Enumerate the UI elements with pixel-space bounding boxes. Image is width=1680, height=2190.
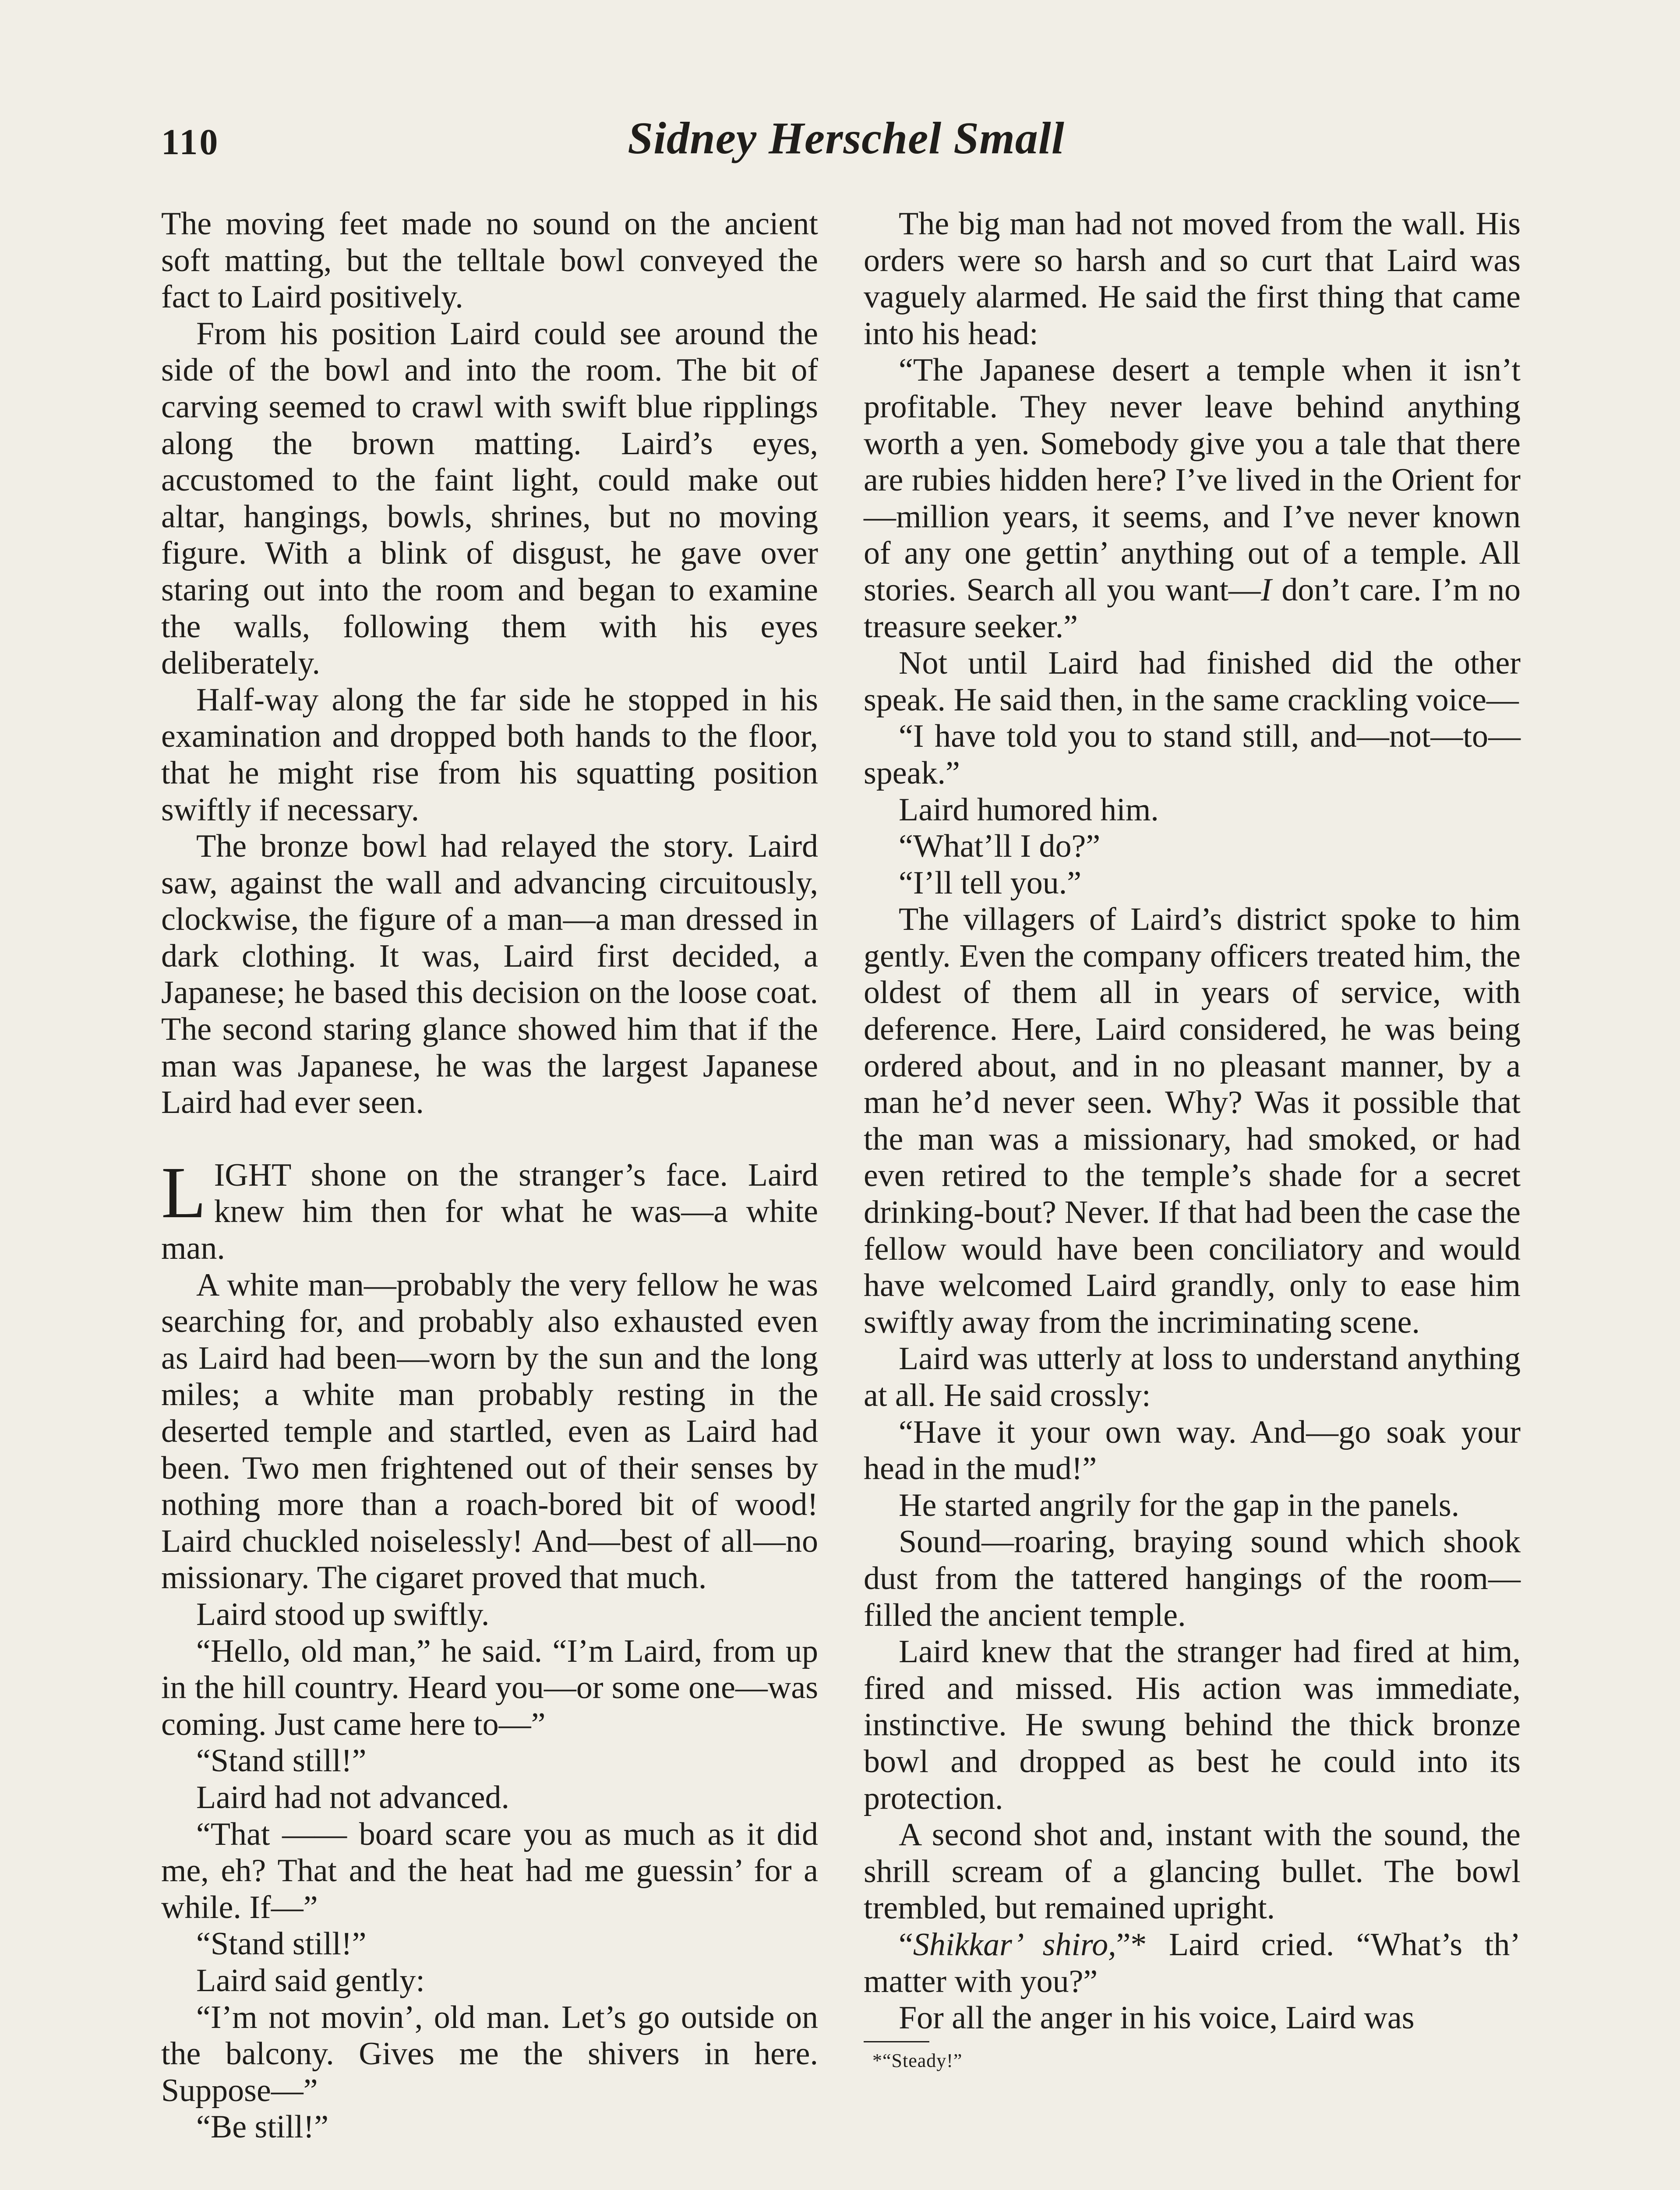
right-column: [864, 206, 1521, 2072]
footnote: *“Steady!”: [872, 2049, 963, 2071]
paragraph: The bronze bowl had relayed the story. Laird saw, against the wall and advancing circuitously, clockwise, the figure of a man—a man dressed in dark clothing. It was, Laird first decided, a Japanese; he based this decision on the loose coat. The second staring glance showed him that if the man was Japanese, he was the largest Japanese Laird had ever seen.: [161, 828, 818, 1121]
paragraph: A second shot and, instant with the sound, the shrill scream of a glancing bullet. The bowl trembled, but remained upright.: [864, 1817, 1521, 1926]
paragraph: The big man had not moved from the wall. His orders were so harsh and so curt that Laird was vaguely alarmed. He said the first thing that came into his head:: [864, 206, 1521, 352]
running-head: Sidney Herschel Small: [628, 113, 1065, 163]
paragraph: “Have it your own way. And—go soak your head in the mud!”: [864, 1414, 1521, 1487]
paragraph: Half-way along the far side he stopped in his examination and dropped both hands to the floor, that he might rise from his squatting position swiftly if necessary.: [161, 682, 818, 828]
paragraph: For all the anger in his voice, Laird was: [899, 2000, 1415, 2036]
paragraph: [864, 352, 1521, 645]
paragraph: “What’ll I do?”: [899, 828, 1101, 865]
paragraph-text: ”* Laird cried. “What’s th’ matter with you?”: [864, 1926, 1521, 1999]
paragraph: “I have told you to stand still, and—not—to—speak.”: [864, 718, 1521, 791]
paragraph-text: don’t care. I’m no treasure seeker.”: [864, 572, 1521, 645]
paragraph: “Hello, old man,” he said. “I’m Laird, from up in the hill country. Heard you—or some one—was coming. Just came here to—”: [161, 1633, 818, 1742]
section-opening-paragraph: [161, 1152, 818, 1267]
paragraph: The moving feet made no sound on the ancient soft matting, but the telltale bowl conveyed the fact to Laird positively.: [161, 206, 818, 315]
paragraph-text: “The Japanese desert a temple when it isn’t profitable. They never leave behind anything worth a yen. Somebody give you a tale that there are rubies hidden here? I’ve lived in the Orient for—million years, it seems, and I’ve never known of any one gettin’ anything out of a temple. All stories. Search all you want—: [864, 352, 1521, 608]
paragraph: “That —— board scare you as much as it did me, eh? That and the heat had me guessin’ for a while. If—”: [161, 1816, 818, 1925]
paragraph: Laird humored him.: [899, 791, 1159, 828]
paragraph: “Be still!”: [196, 2109, 329, 2145]
emphasized-word: I: [1260, 572, 1272, 608]
paragraph: “Stand still!”: [196, 1743, 367, 1779]
paragraph-text: “: [899, 1926, 913, 1963]
footnote-rule: [864, 2041, 929, 2042]
paragraph: Laird stood up swiftly.: [196, 1596, 490, 1632]
paragraph: “Stand still!”: [196, 1926, 367, 1962]
drop-cap: L: [161, 1152, 206, 1233]
paragraph: A white man—probably the very fellow he was searching for, and probably also exhausted even as Laird had been—worn by the sun and the long miles; a white man probably resting in the deserted temple and startled, even as Laird had been. Two men frightened out of their senses by nothing more than a roach-bored bit of wood! Laird chuckled noiselessly! And—best of all—no missionary. The cigaret proved that much.: [161, 1267, 818, 1596]
paragraph: Not until Laird had finished did the other speak. He said then, in the same crackling voice—: [864, 645, 1521, 718]
page-header: [161, 112, 1531, 169]
paragraph: Laird knew that the stranger had fired at him, fired and missed. His action was immediate, instinctive. He swung behind the thick bronze bowl and dropped as best he could into its protection.: [864, 1634, 1521, 1816]
paragraph: Laird said gently:: [196, 1962, 425, 1999]
paragraph: He started angrily for the gap in the panels.: [899, 1487, 1460, 1523]
paragraph: Laird was utterly at loss to understand anything at all. He said crossly:: [864, 1341, 1521, 1413]
paragraph: “I’ll tell you.”: [899, 865, 1082, 901]
paragraph: Sound—roaring, braying sound which shook dust from the tattered hangings of the room—filled the ancient temple.: [864, 1524, 1521, 1633]
page-number: 110: [161, 122, 220, 162]
paragraph: The villagers of Laird’s district spoke to him gently. Even the company officers treated him, the oldest of them all in years of service, with deference. Here, Laird considered, he was being ordered about, and in no pleasant manner, by a man he’d never seen. Why? Was it possible that the man was a missionary, had smoked, or had even retired to the temple’s shade for a secret drinking-bout? Never. If that had been the case the fellow would have been conciliatory and would have welcomed Laird grandly, only to ease him swiftly away from the incriminating scene.: [864, 901, 1521, 1340]
left-column: [161, 206, 818, 2146]
paragraph: From his position Laird could see around the side of the bowl and into the room. The bit of carving seemed to crawl with swift blue ripplings along the brown matting. Laird’s eyes, accustomed to the faint light, could make out altar, hangings, bowls, shrines, but no moving figure. With a blink of disgust, he gave over staring out into the room and began to examine the walls, following them with his eyes deliberately.: [161, 315, 818, 682]
paragraph: Laird had not advanced.: [196, 1779, 510, 1816]
paragraph: [864, 1927, 1521, 2000]
paragraph-text: IGHT shone on the stranger’s face. Laird knew him then for what he was—a white man.: [161, 1157, 818, 1267]
emphasized-phrase: Shikkar’ shiro,: [913, 1926, 1116, 1963]
paragraph: “I’m not movin’, old man. Let’s go outside on the balcony. Gives me the shivers in here. Suppose—”: [161, 1999, 818, 2109]
